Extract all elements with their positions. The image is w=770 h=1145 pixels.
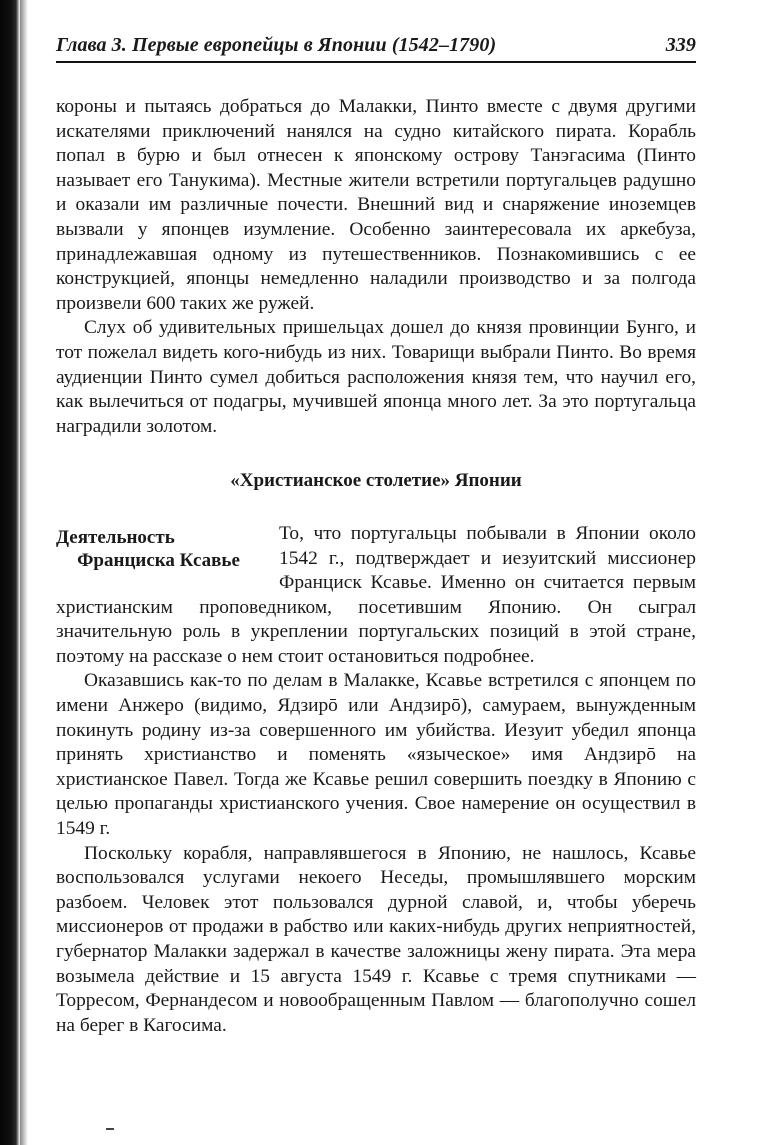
running-head	[56, 34, 696, 63]
page-number: 339	[665, 34, 696, 56]
book-page	[56, 34, 696, 1038]
page-body	[56, 95, 696, 1038]
side-heading-line-1: Деятельность	[56, 526, 175, 548]
side-heading-line-2: Франциска Ксавье	[77, 549, 240, 571]
side-heading	[56, 526, 261, 572]
paragraph-4: Оказавшись как-то по делам в Малакке, Ксавье встретился с японцем по имени Анжеро (видимо, Ядзирō или Андзирō), самураем, вынужденным покинуть родину из-за совершенного им убийства. Иезуит убедил японца принять христианство и поменять «языческое» имя Андзирō на христианское Павел. Тогда же Ксавье решил совершить поездку в Японию с целью пропаганды христианского учения. Свое намерение он осуществил в 1549 г.	[56, 670, 696, 840]
paragraph-3: То, что португальцы побывали в Японии около 1542 г., подтверждает и иезуитский миссионер Франциск Ксавье. Именно он считается первым христианским проповедником, посетившим Японию. Он сыграл значительную роль в укреплении португальских позиций в этой стране, поэтому на рассказе о нем стоит остановиться подробнее.	[56, 522, 696, 667]
spine-gradient	[20, 0, 28, 1145]
paragraph-2: Слух об удивительных пришельцах дошел до князя провинции Бунго, и тот пожелал видеть кого-нибудь из них. Товарищи выбрали Пинто. Во время аудиенции Пинто сумел добиться расположения князя тем, что научил его, как вылечиться от подагры, мучившей японца много лет. За это португальца наградили золотом.	[56, 317, 696, 437]
chapter-title: Глава 3. Первые европейцы в Японии (1542–1790)	[56, 34, 497, 56]
section-heading: «Христианское столетие» Японии	[230, 470, 522, 492]
paragraph-1: короны и пытаясь добраться до Малакки, Пинто вместе с двумя другими искателями приключений нанялся на судно китайского пирата. Корабль попал в бурю и был отнесен к японскому острову Танэгасима (Пинто называет его Танукима). Местные жители встретили португальцев радушно и оказали им различные почести. Внешний вид и снаряжение иноземцев вызвали у японцев изумление. Особенно заинтересовала их аркебуза, принадлежавшая одному из путешественников. Познакомившись с ее конструкцией, японцы немедленно наладили производство и за полгода произвели 600 таких же ружей.	[56, 96, 696, 314]
paragraph-5: Поскольку корабля, направлявшегося в Японию, не нашлось, Ксавье воспользовался услугами некоего Неседы, промышлявшего морским разбоем. Человек этот пользовался дурной славой, и, чтобы уберечь миссионеров от продажи в рабство или каких-нибудь других неприятностей, губернатор Малакки задержал в качестве заложницы жену пирата. Эта мера возымела действие и 15 августа 1549 г. Ксавье с тремя спутниками — Торресом, Фернандесом и новообращенным Павлом — благополучно сошел на берег в Кагосима.	[56, 842, 696, 1036]
book-spine-shadow	[0, 0, 20, 1145]
scan-speck	[106, 1128, 114, 1130]
